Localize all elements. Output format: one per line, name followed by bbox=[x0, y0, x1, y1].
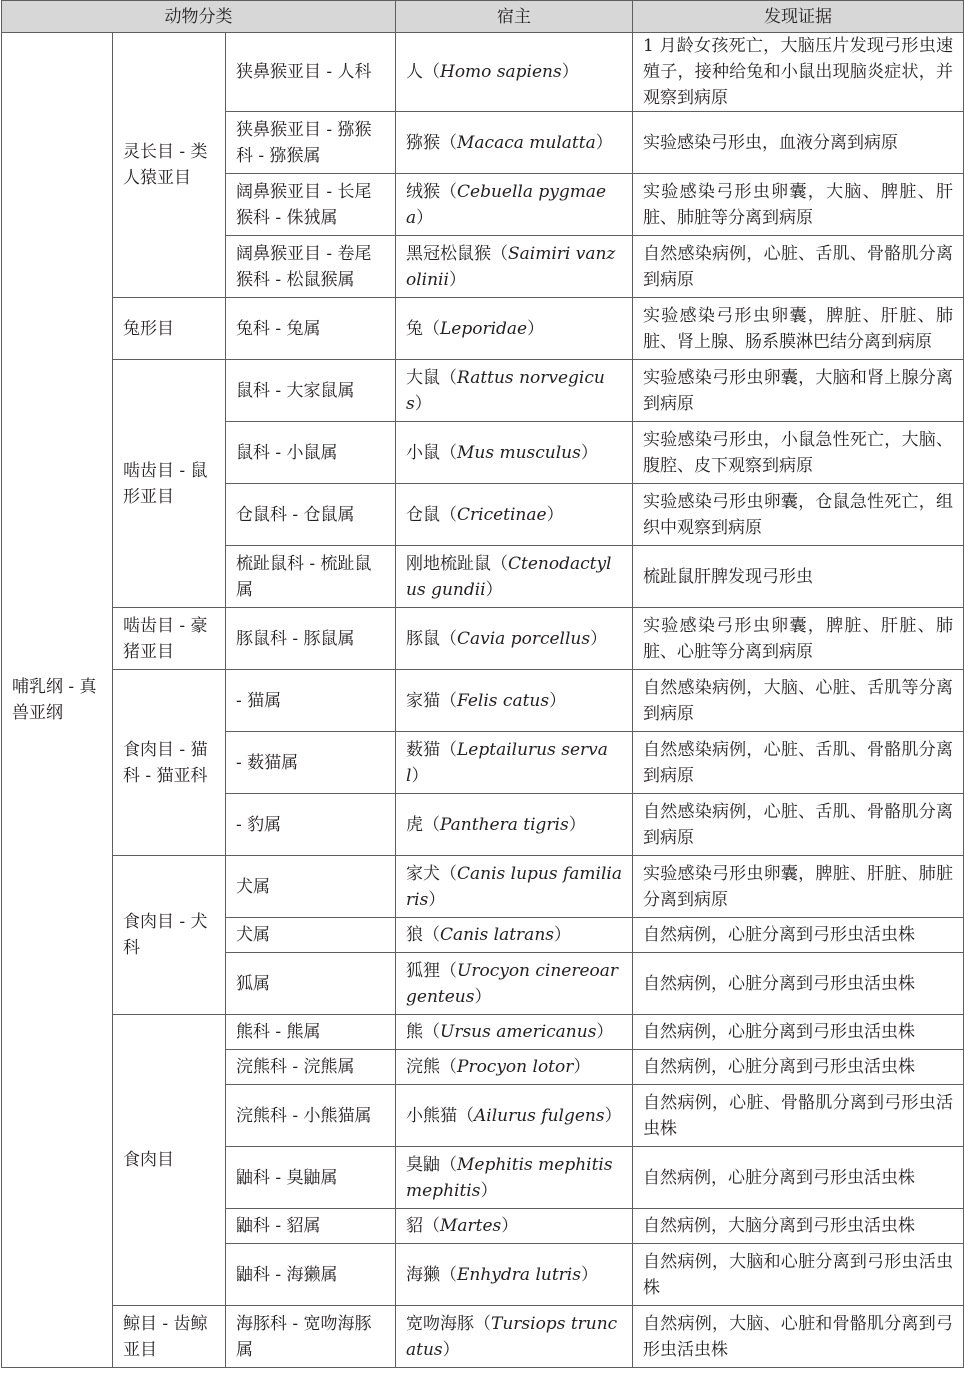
host-cell bbox=[396, 33, 633, 112]
evidence-cell: 自然病例，心脏分离到弓形虫活虫株 bbox=[633, 1050, 964, 1085]
host-scientific-name: Ctenodactylus gundii bbox=[406, 553, 612, 600]
host-common-name: 狼（ bbox=[406, 925, 440, 945]
host-close-paren: ） bbox=[414, 393, 432, 414]
host-common-name: 豚鼠（ bbox=[406, 628, 457, 649]
host-cell bbox=[396, 546, 633, 608]
host-scientific-name: Rattus norvegicus bbox=[406, 367, 605, 414]
host-scientific-name: Cricetinae bbox=[457, 504, 547, 525]
host-cell bbox=[396, 794, 633, 856]
family-cell: 浣熊科 - 小熊猫属 bbox=[226, 1085, 396, 1147]
host-close-paren: ） bbox=[595, 132, 613, 153]
host-table bbox=[1, 0, 964, 1368]
host-cell bbox=[396, 360, 633, 422]
host-scientific-name: Homo sapiens bbox=[440, 62, 562, 82]
host-cell bbox=[396, 670, 633, 732]
family-cell: 鼬科 - 貂属 bbox=[226, 1209, 396, 1244]
family-cell: 鼬科 - 臭鼬属 bbox=[226, 1147, 396, 1209]
host-close-paren: ） bbox=[485, 579, 503, 600]
table-row bbox=[2, 298, 964, 360]
evidence-cell: 自然病例，大脑分离到弓形虫活虫株 bbox=[633, 1209, 964, 1244]
host-cell bbox=[396, 1085, 633, 1147]
family-cell: - 豹属 bbox=[226, 794, 396, 856]
host-cell bbox=[396, 608, 633, 670]
host-close-paren: ） bbox=[527, 318, 545, 339]
family-cell: 阔鼻猴亚目 - 卷尾猴科 - 松鼠猴属 bbox=[226, 236, 396, 298]
host-common-name: 家犬（ bbox=[406, 863, 457, 884]
family-cell: 鼠科 - 小鼠属 bbox=[226, 422, 396, 484]
family-cell: 鼠科 - 大家鼠属 bbox=[226, 360, 396, 422]
evidence-cell: 实验感染弓形虫卵囊，脾脏、肝脏、肺脏、心脏等分离到病原 bbox=[633, 608, 964, 670]
family-cell: 仓鼠科 - 仓鼠属 bbox=[226, 484, 396, 546]
host-close-paren: ） bbox=[549, 690, 567, 711]
order-cell: 食肉目 - 猫科 - 猫亚科 bbox=[113, 670, 226, 856]
host-close-paren: ） bbox=[480, 1180, 498, 1201]
header-host: 宿主 bbox=[396, 1, 633, 33]
family-cell: 狭鼻猴亚目 - 人科 bbox=[226, 33, 396, 112]
evidence-cell: 实验感染弓形虫卵囊，大脑和肾上腺分离到病原 bbox=[633, 360, 964, 422]
host-cell bbox=[396, 953, 633, 1015]
host-common-name: 绒猴（ bbox=[406, 181, 457, 202]
evidence-cell: 自然病例，心脏分离到弓形虫活虫株 bbox=[633, 1147, 964, 1209]
host-common-name: 小鼠（ bbox=[406, 442, 457, 463]
host-cell bbox=[396, 732, 633, 794]
order-cell: 兔形目 bbox=[113, 298, 226, 360]
evidence-cell: 自然感染病例，心脏、舌肌、骨骼肌分离到病原 bbox=[633, 236, 964, 298]
host-common-name: 大鼠（ bbox=[406, 367, 457, 388]
table-row bbox=[2, 1015, 964, 1050]
host-scientific-name: Panthera tigris bbox=[440, 814, 569, 835]
host-common-name: 臭鼬（ bbox=[406, 1154, 457, 1175]
evidence-cell: 梳趾鼠肝脾发现弓形虫 bbox=[633, 546, 964, 608]
host-scientific-name: Mus musculus bbox=[457, 442, 581, 463]
host-close-paren: ） bbox=[448, 269, 466, 290]
host-common-name: 家猫（ bbox=[406, 690, 457, 711]
host-scientific-name: Leptailurus serval bbox=[406, 739, 608, 786]
table-row bbox=[2, 856, 964, 918]
family-cell: 豚鼠科 - 豚鼠属 bbox=[226, 608, 396, 670]
order-cell: 食肉目 - 犬科 bbox=[113, 856, 226, 1015]
evidence-cell: 自然病例，心脏分离到弓形虫活虫株 bbox=[633, 918, 964, 953]
table-row bbox=[2, 360, 964, 422]
evidence-cell: 自然病例，心脏分离到弓形虫活虫株 bbox=[633, 953, 964, 1015]
family-cell: 梳趾鼠科 - 梳趾鼠属 bbox=[226, 546, 396, 608]
host-common-name: 浣熊（ bbox=[406, 1057, 457, 1077]
table-row bbox=[2, 33, 964, 112]
order-cell: 鲸目 - 齿鲸亚目 bbox=[113, 1306, 226, 1368]
host-cell bbox=[396, 422, 633, 484]
host-close-paren: ） bbox=[580, 442, 598, 463]
host-cell bbox=[396, 856, 633, 918]
evidence-cell: 实验感染弓形虫卵囊，脾脏、肝脏、肺脏、肾上腺、肠系膜淋巴结分离到病原 bbox=[633, 298, 964, 360]
evidence-cell: 自然感染病例，心脏、舌肌、骨骼肌分离到病原 bbox=[633, 794, 964, 856]
host-scientific-name: Leporidae bbox=[440, 318, 528, 339]
host-common-name: 薮猫（ bbox=[406, 739, 457, 760]
evidence-cell: 实验感染弓形虫卵囊，仓鼠急性死亡，组织中观察到病原 bbox=[633, 484, 964, 546]
order-cell: 灵长目 - 类人猿亚目 bbox=[113, 33, 226, 298]
family-cell: 鼬科 - 海獭属 bbox=[226, 1244, 396, 1306]
host-scientific-name: Mephitis mephitis mephitis bbox=[406, 1154, 613, 1201]
evidence-cell: 实验感染弓形虫，小鼠急性死亡，大脑、腹腔、皮下观察到病原 bbox=[633, 422, 964, 484]
host-common-name: 刚地梳趾鼠（ bbox=[406, 553, 508, 574]
order-cell: 啮齿目 - 鼠形亚目 bbox=[113, 360, 226, 608]
host-common-name: 小熊猫（ bbox=[406, 1105, 474, 1126]
header-evidence: 发现证据 bbox=[633, 1, 964, 33]
host-scientific-name: Felis catus bbox=[457, 690, 550, 711]
host-common-name: 海獭（ bbox=[406, 1264, 457, 1285]
evidence-cell: 自然病例，心脏分离到弓形虫活虫株 bbox=[633, 1015, 964, 1050]
host-scientific-name: Canis lupus familiaris bbox=[406, 863, 622, 910]
host-common-name: 熊（ bbox=[406, 1022, 440, 1042]
host-common-name: 黑冠松鼠猴（ bbox=[406, 243, 508, 264]
host-cell bbox=[396, 484, 633, 546]
family-cell: 阔鼻猴亚目 - 长尾猴科 - 侏狨属 bbox=[226, 174, 396, 236]
host-close-paren: ） bbox=[411, 765, 429, 786]
host-close-paren: ） bbox=[568, 814, 586, 835]
host-close-paren: ） bbox=[546, 504, 564, 525]
host-scientific-name: Ursus americanus bbox=[440, 1022, 597, 1042]
host-close-paren: ） bbox=[590, 628, 608, 649]
host-common-name: 貂（ bbox=[406, 1216, 440, 1236]
host-cell bbox=[396, 918, 633, 953]
header-classification: 动物分类 bbox=[2, 1, 396, 33]
family-cell: 海豚科 - 宽吻海豚属 bbox=[226, 1306, 396, 1368]
family-cell: - 薮猫属 bbox=[226, 732, 396, 794]
host-close-paren: ） bbox=[474, 986, 492, 1007]
host-close-paren: ） bbox=[554, 925, 571, 945]
host-common-name: 宽吻海豚（ bbox=[406, 1313, 491, 1334]
family-cell: 犬属 bbox=[226, 918, 396, 953]
host-scientific-name: Procyon lotor bbox=[457, 1057, 574, 1077]
host-cell bbox=[396, 1244, 633, 1306]
family-cell: 狭鼻猴亚目 - 猕猴科 - 猕猴属 bbox=[226, 112, 396, 174]
host-scientific-name: Urocyon cinereoargenteus bbox=[406, 960, 619, 1007]
table-row bbox=[2, 1306, 964, 1368]
host-scientific-name: Ailurus fulgens bbox=[474, 1105, 605, 1126]
table-body bbox=[2, 33, 964, 1368]
host-close-paren: ） bbox=[501, 1216, 519, 1236]
host-close-paren: ） bbox=[573, 1057, 591, 1077]
evidence-cell: 1 月龄女孩死亡，大脑压片发现弓形虫速殖子，接种给兔和小鼠出现脑炎症状，并观察到病原 bbox=[633, 33, 964, 112]
host-common-name: 仓鼠（ bbox=[406, 504, 457, 525]
class-cell: 哺乳纲 - 真兽亚纲 bbox=[2, 33, 113, 1368]
host-cell bbox=[396, 174, 633, 236]
host-scientific-name: Martes bbox=[440, 1216, 502, 1236]
family-cell: 熊科 - 熊属 bbox=[226, 1015, 396, 1050]
family-cell: 浣熊科 - 浣熊属 bbox=[226, 1050, 396, 1085]
host-scientific-name: Tursiops truncatus bbox=[406, 1313, 618, 1360]
host-close-paren: ） bbox=[580, 1264, 598, 1285]
evidence-cell: 实验感染弓形虫卵囊，脾脏、肝脏、肺脏分离到病原 bbox=[633, 856, 964, 918]
evidence-cell: 自然病例，心脏、骨骼肌分离到弓形虫活虫株 bbox=[633, 1085, 964, 1147]
host-cell bbox=[396, 1015, 633, 1050]
host-scientific-name: Cavia porcellus bbox=[457, 628, 591, 649]
host-close-paren: ） bbox=[596, 1022, 614, 1042]
evidence-cell: 实验感染弓形虫，血液分离到病原 bbox=[633, 112, 964, 174]
family-cell: - 猫属 bbox=[226, 670, 396, 732]
evidence-cell: 自然病例，大脑和心脏分离到弓形虫活虫株 bbox=[633, 1244, 964, 1306]
host-cell bbox=[396, 1306, 633, 1368]
host-common-name: 兔（ bbox=[406, 318, 440, 339]
host-close-paren: ） bbox=[442, 1339, 460, 1360]
order-cell: 食肉目 bbox=[113, 1015, 226, 1306]
host-scientific-name: Macaca mulatta bbox=[457, 132, 596, 153]
table-row bbox=[2, 608, 964, 670]
host-cell bbox=[396, 298, 633, 360]
host-cell bbox=[396, 1050, 633, 1085]
family-cell: 狐属 bbox=[226, 953, 396, 1015]
host-scientific-name: Saimiri vanzolinii bbox=[406, 243, 616, 290]
host-close-paren: ） bbox=[604, 1105, 622, 1126]
host-close-paren: ） bbox=[428, 889, 446, 910]
evidence-cell: 实验感染弓形虫卵囊，大脑、脾脏、肝脏、肺脏等分离到病原 bbox=[633, 174, 964, 236]
host-common-name: 猕猴（ bbox=[406, 132, 457, 153]
host-common-name: 虎（ bbox=[406, 814, 440, 835]
evidence-cell: 自然病例，大脑、心脏和骨骼肌分离到弓形虫活虫株 bbox=[633, 1306, 964, 1368]
host-common-name: 狐狸（ bbox=[406, 960, 457, 981]
host-cell bbox=[396, 1209, 633, 1244]
family-cell: 犬属 bbox=[226, 856, 396, 918]
evidence-cell: 自然感染病例，心脏、舌肌、骨骼肌分离到病原 bbox=[633, 732, 964, 794]
host-common-name: 人（ bbox=[406, 62, 440, 82]
host-cell bbox=[396, 236, 633, 298]
host-scientific-name: Canis latrans bbox=[440, 925, 554, 945]
evidence-cell: 自然感染病例，大脑、心脏、舌肌等分离到病原 bbox=[633, 670, 964, 732]
host-cell bbox=[396, 1147, 633, 1209]
host-cell bbox=[396, 112, 633, 174]
table-row bbox=[2, 670, 964, 732]
family-cell: 兔科 - 兔属 bbox=[226, 298, 396, 360]
order-cell: 啮齿目 - 豪猪亚目 bbox=[113, 608, 226, 670]
header-row bbox=[2, 1, 964, 33]
host-scientific-name: Enhydra lutris bbox=[457, 1264, 581, 1285]
host-close-paren: ） bbox=[561, 62, 579, 82]
host-scientific-name: Cebuella pygmaea bbox=[406, 181, 607, 228]
host-close-paren: ） bbox=[416, 207, 434, 228]
